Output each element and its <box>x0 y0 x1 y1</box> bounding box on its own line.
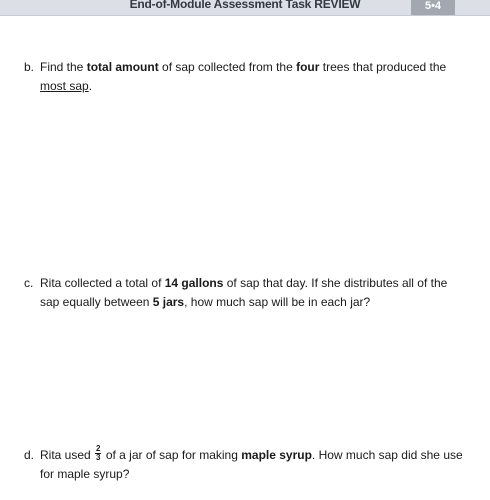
fraction-numerator: 2 <box>96 444 101 454</box>
question-b <box>24 58 464 96</box>
question-b-bold-2: four <box>296 60 320 74</box>
question-b-text-4: . <box>88 79 93 93</box>
question-b-text-2: of sap collected from the <box>158 60 297 74</box>
question-c-text <box>40 274 464 312</box>
question-d-letter: d. <box>24 448 35 462</box>
module-badge: 5•4 <box>411 0 455 15</box>
question-c-text-2: of sap that day. If she distributes all of the sap equally between <box>40 276 448 309</box>
question-b-letter: b. <box>24 60 35 74</box>
question-d-text-3: . How much sap did she use for maple syrup? <box>40 448 463 481</box>
question-c-bold-2: 5 jars <box>152 295 185 309</box>
question-c-text-1: Rita collected a total of <box>40 276 165 290</box>
question-c-bold-1: 14 gallons <box>164 276 224 290</box>
fraction-two-thirds <box>95 445 101 462</box>
question-d-text-1: Rita used <box>40 448 95 462</box>
fraction-denominator: 3 <box>96 453 101 463</box>
question-d <box>24 446 464 484</box>
question-d-text <box>40 446 464 484</box>
question-b-text <box>40 58 464 96</box>
header-bar <box>0 0 490 16</box>
question-b-bold-1: total amount <box>86 60 159 74</box>
question-b-text-1: Find the <box>40 60 87 74</box>
question-d-text-2: of a jar of sap for making <box>102 448 242 462</box>
question-d-bold-1: maple syrup <box>241 448 312 462</box>
question-c <box>24 274 464 312</box>
question-c-letter: c. <box>24 276 34 290</box>
page-title: End-of-Module Assessment Task REVIEW <box>129 0 361 11</box>
question-c-text-3: , how much sap will be in each jar? <box>184 295 371 309</box>
question-b-underline: most sap <box>40 79 89 93</box>
question-b-text-3: trees that produced the <box>319 60 447 74</box>
